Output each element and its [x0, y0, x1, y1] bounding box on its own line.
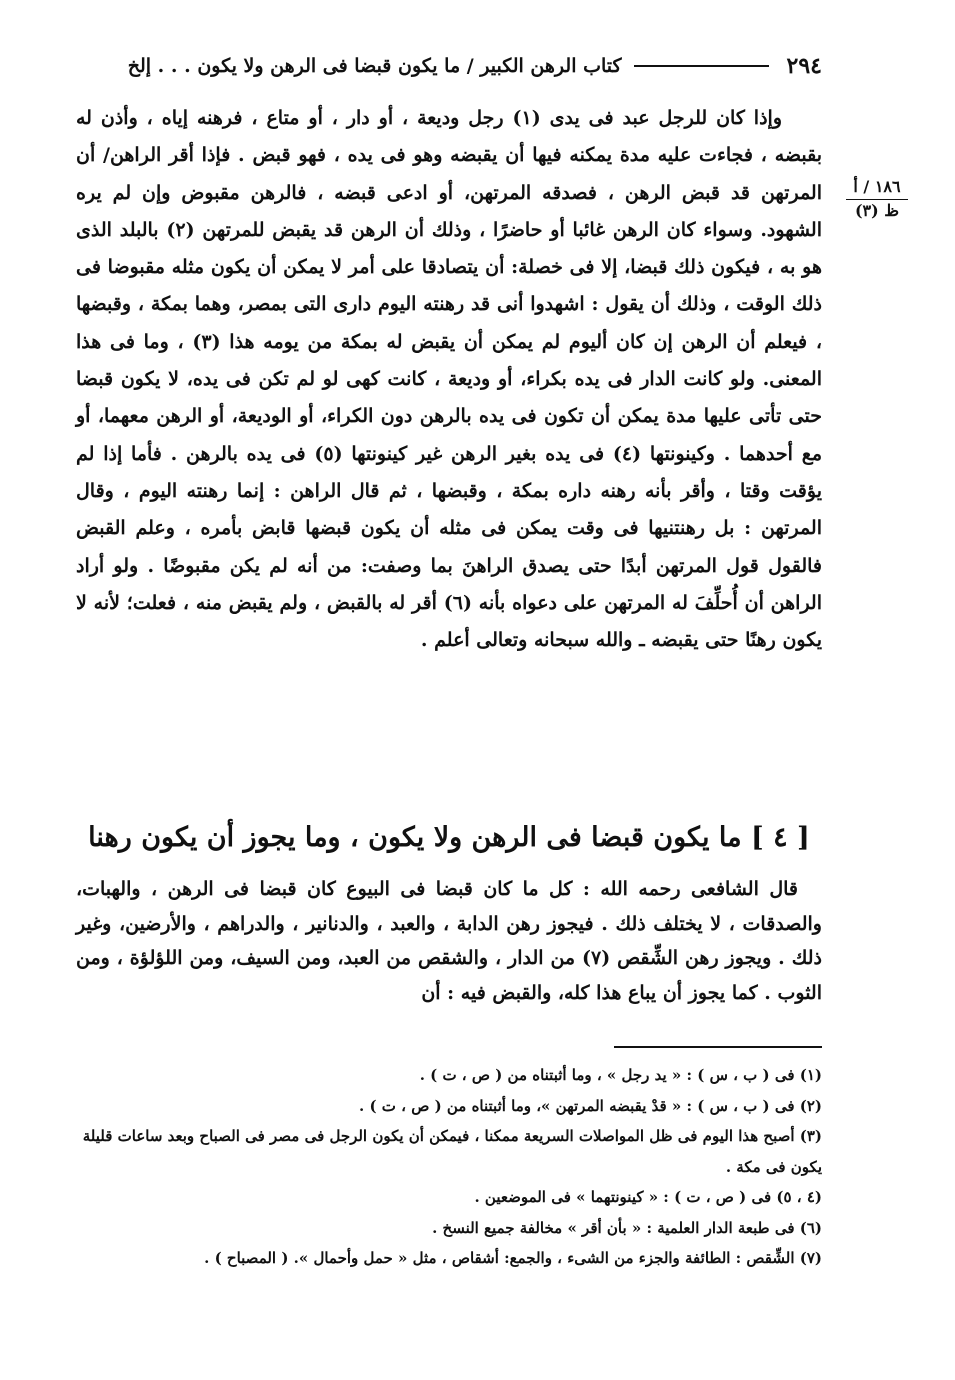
manuscript-reference: ظ (٣) — [854, 201, 900, 220]
main-text — [76, 100, 822, 659]
page-header — [70, 48, 822, 84]
footnote: (٢) فى ( ب ، س ) : « قدْ يقبضه المرتهن »، وما أثبتناه من ( ص ، ت ) . — [359, 1096, 822, 1115]
section-heading: [ ٤ ] ما يكون قبضا فى الرهن ولا يكون ، وما يجوز أن يكون رهنا — [88, 822, 810, 853]
footnote: (١) فى ( ب ، س ) : « يد رجل » ، وما أثبتناه من ( ص ، ت ) . — [419, 1066, 822, 1084]
manuscript-folio-note — [846, 176, 908, 222]
section-paragraph: قال الشافعى رحمه الله : كل ما كان قبضا فى البيوع كان قبضا فى الرهن ، والهبات، والصدقات ، لا يختلف ذلك . فيجوز رهن الدابة ، والعبد ، والدنانير ، والدراهم ، والأرضين، وغير ذلك . ويجوز رهن الشِّقص (٧) من الدار ، والشقص من العبد، ومن السيف، ومن اللؤلؤة ، ومن الثوب . كما يجوز أن يباع هذا كله، والقبض فيه : أن — [76, 878, 822, 1004]
page-number: ٢٩٤ — [786, 53, 822, 79]
footnote: (٦) فى طبعة الدار العلمية : « بأن أقر » مخالفة جميع النسخ . — [432, 1218, 822, 1237]
folio-reference: ١٨٦ / أ — [846, 176, 908, 200]
footnote: (٤ ، ٥) فى ( ص ، ت ) : « كينونتهما » فى الموضعين . — [474, 1188, 822, 1206]
header-rule — [634, 65, 769, 67]
running-title: كتاب الرهن الكبير / ما يكون قبضا فى الرهن ولا يكون . . . إلخ — [127, 55, 622, 77]
section-text — [76, 872, 822, 1010]
body-paragraph: وإذا كان للرجل عبد فى يدى (١) رجل وديعة ، أو دار ، أو متاع ، فرهنه إياه ، وأذن له بقبضه ، فجاءت عليه مدة يمكنه فيها أن يقبضه وهو فى يده ، فهو قبض . فإذا أقر الراهن/ أن المرتهن قد قبض الرهن ، فصدقه المرتهن، أو ادعى قبضه ، فالرهن مقبوض وإن لم يره الشهود. وسواء كان الرهن غائبا أو حاضرًا ، وذلك أن الرهن قد يقبض للمرتهن (٢) بالبلد الذى هو به ، فيكون ذلك قبضا، إلا فى خصلة: أن يتصادقا على أمر لا يمكن أن يكون مثله مقبوضا فى ذلك الوقت ، وذلك أن يقول : اشهدوا أنى قد رهنته اليوم دارى التى بمصر، وهما بمكة ، وقبضها ، فيعلم أن الرهن إن كان أليوم لم يمكن أن يقبض له بمكة من يومه هذا (٣) ، وما فى هذا المعنى. ولو كانت الدار فى يده بكراء، أو وديعة ، كانت كهى لو لم تكن فى يده، لا يكون قبضا حتى تأتى عليها مدة يمكن أن تكون فى يده بالرهن دون الكراء، أو الوديعة، أو الرهن معهما، أو مع أحدهما . وكينونتها (٤) فى يده بغير الرهن غير كينونتها (٥) فى يده بالرهن . فأما إذا لم يؤقت وقتا ، وأقر بأنه رهنه داره بمكة ، وقبضها ، ثم قال الراهن : إنما رهنته اليوم ، وقال المرتهن : بل رهنتنيها فى وقت يمكن فى مثله أن يكون قبضها قابض بأمره ، وعلم القبض فالقول قول المرتهن أبدًا حتى يصدق الراهنَ بما وصفت: من أنه لم يكن مقبوضًا . ولو أراد الراهن أن أُحلِّفَ له المرتهن على دعواه بأنه (٦) أقر له بالقبض ، ولم يقبض منه ، فعلت؛ لأنه لا يكون رهنًا حتى يقبضه ـ والله سبحانه وتعالى أعلم . — [76, 107, 823, 652]
footnotes — [76, 1060, 822, 1274]
footnote-divider — [614, 1046, 822, 1048]
footnote: (٧) الشِّقص : الطائفة والجزء من الشىء ، والجمع: أشقاص ، مثل « حمل وأحمال ». ( المصباح ) . — [204, 1249, 822, 1267]
footnote: (٣) أصبح هذا اليوم فى ظل المواصلات السريعة ممكنا ، فيمكن أن يكون الرجل فى مصر فى الصباح وبعد ساعات قليلة يكون فى مكة . — [82, 1127, 822, 1176]
